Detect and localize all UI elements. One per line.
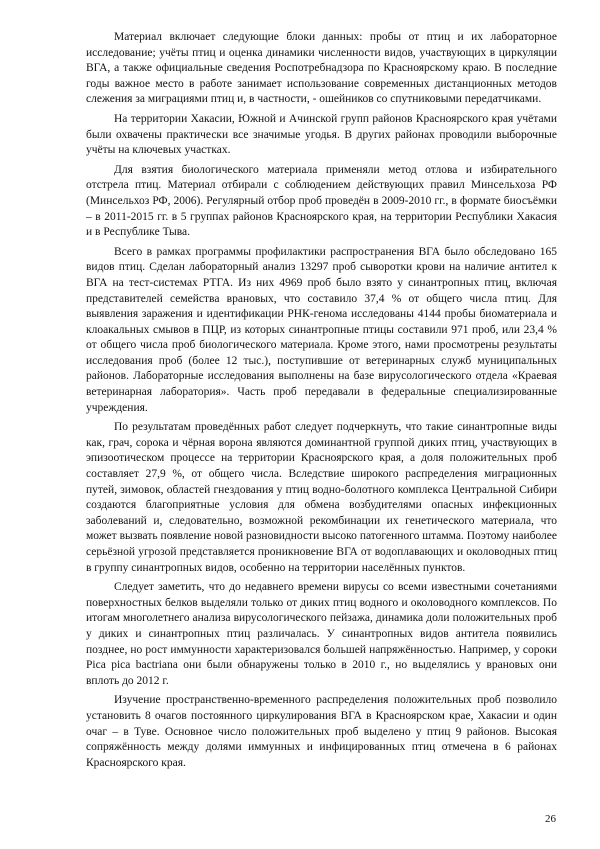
paragraph-surveys: На территории Хакасии, Южной и Ачинской групп районов Красноярского края учётами были охвачены практически все значимые угодья. В других районах проводили выборочные учёты на ключевых участках. <box>86 112 557 157</box>
document-page <box>86 30 557 775</box>
paragraph-lab-analysis: Всего в рамках программы профилактики распространения ВГА было обследовано 165 видов птиц. Сделан лабораторный анализ 13297 проб сыворотки крови на наличие антител к ВГА на тест-системах РТГА. Из них 4969 проб было взято у синантропных птиц, включая представителей семейства врановых, что составило 37,4 % от общего числа птиц. Для выявления заражения и идентификации РНК-генома исследованы 4144 пробы биоматериала и клоакальных смывов в ПЦР, из которых синантропные птицы составили 971 проб, или 23,4 % от общего числа проб биологического материала. Кроме этого, нами просмотрены результаты исследования проб (более 12 тыс.), поступившие от ветеринарных служб муниципальных районов. Лабораторные исследования выполнены на базе вирусологического отдела «Краевая ветеринарная лаборатория». Часть проб передавали в федеральные специализированные учреждения. <box>86 245 557 414</box>
paragraph-virus-history: Следует заметить, что до недавнего времени вирусы со всеми известными сочетаниями поверхностных белков выделяли только от диких птиц водного и околоводного комплексов. По итогам многолетнего анализа вирусологического пейзажа, динамика доли положительных проб у диких и синантропных птиц различалась. У синантропных видов антитела появились позднее, но рост иммунности характеризовался большей напряжённостью. Например, у сороки Pica pica bactriana они были обнаружены только в 2010 г., но выделялись у врановых они вплоть до 2012 г. <box>86 581 557 687</box>
page-number: 26 <box>545 813 556 825</box>
paragraph-results: По результатам проведённых работ следует подчеркнуть, что такие синантропные виды как, грач, сорока и чёрная ворона являются доминантной группой диких птиц, участвующих в эпизоотическом процессе на территории Красноярского края, а доля положительных проб составляет 27,9 %, от общего числа. Вследствие широкого распределения миграционных путей, зимовок, областей гнездования у птиц водно-болотного комплекса Центральной Сибири создаются благоприятные условия для обмена возбудителями опасных инфекционных заболеваний и, следовательно, возможной рекомбинации их генетического материала, что может вызвать появление новой разновидности высоко патогенного штамма. Поэтому наиболее серьёзной угрозой представляется проникновение ВГА от водоплавающих и околоводных птиц в группу синантропных видов, особенно на территории населённых пунктов. <box>86 421 557 574</box>
paragraph-sampling: Для взятия биологического материала применяли метод отлова и избирательного отстрела птиц. Материал отбирали с соблюдением действующих правил Минсельхоза РФ (Минсельхоз РФ, 2006). Регулярный отбор проб проведён в 2009-2010 гг., в формате биосъёмки – в 2011-2015 гг. в 5 группах районов Красноярского края, на территории Республики Хакасия и в Республике Тыва. <box>86 163 557 239</box>
paragraph-foci: Изучение пространственно-временного распределения положительных проб позволило установить 8 очагов постоянного циркулирования ВГА в Красноярском крае, Хакасии и один очаг – в Туве. Основное число положительных проб выделено у птиц 9 районов. Высокая сопряжённость между долями иммунных и инфицированных птиц отмечена в 6 районах Красноярского края. <box>86 694 557 769</box>
paragraph-materials: Материал включает следующие блоки данных: пробы от птиц и их лабораторное исследование; учёты птиц и оценка динамики численности видов, участвующих в циркуляции ВГА, а также официальные сведения Роспотребнадзора по Красноярскому краю. В последние годы важное место в работе занимает использование современных дистанционных методов слежения за миграциями птиц и, в частности, - ошейников со спутниковыми передатчиками. <box>86 31 557 106</box>
